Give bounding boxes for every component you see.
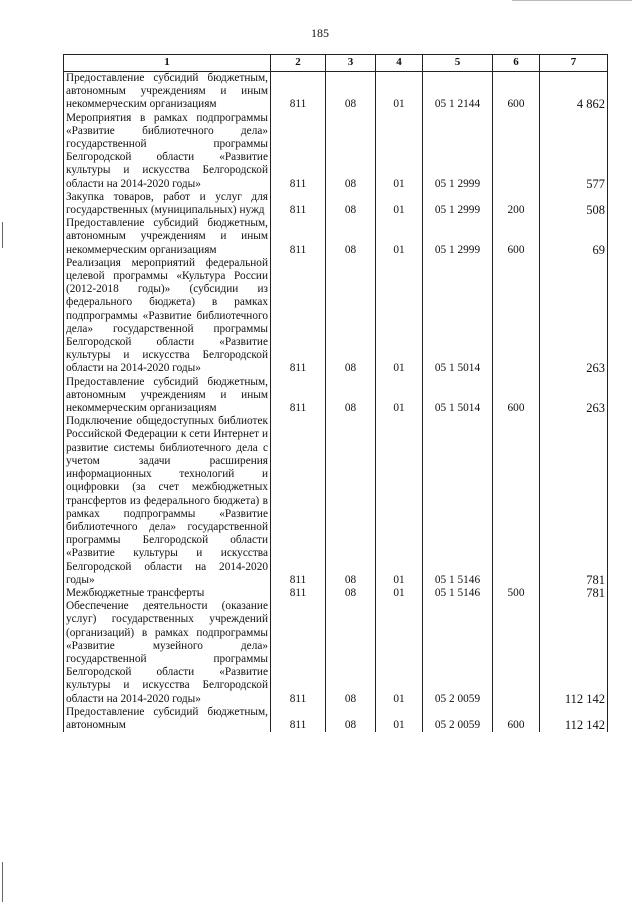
ministry-code: 811 <box>271 587 326 600</box>
subsection-code: 01 <box>376 257 423 376</box>
subsection-code: 01 <box>376 415 423 587</box>
section-code: 08 <box>326 72 376 112</box>
subsection-code: 01 <box>376 217 423 257</box>
ministry-code: 811 <box>271 217 326 257</box>
table-body <box>64 72 608 733</box>
ministry-code: 811 <box>271 191 326 217</box>
scan-margin-mark <box>2 222 3 248</box>
section-code: 08 <box>326 706 376 732</box>
target-article-code: 05 2 0059 <box>423 706 493 732</box>
column-header: 3 <box>326 55 376 72</box>
section-code: 08 <box>326 600 376 706</box>
section-code: 08 <box>326 191 376 217</box>
table-row <box>64 191 608 217</box>
subsection-code: 01 <box>376 706 423 732</box>
target-article-code: 05 1 5146 <box>423 587 493 600</box>
table-row <box>64 706 608 732</box>
page-number: 185 <box>311 26 329 40</box>
ministry-code: 811 <box>271 600 326 706</box>
ministry-code: 811 <box>271 706 326 732</box>
section-code: 08 <box>326 376 376 416</box>
expense-type-code <box>493 600 540 706</box>
expense-type-code: 600 <box>493 706 540 732</box>
subsection-code: 01 <box>376 112 423 191</box>
amount: 508 <box>540 191 608 217</box>
ministry-code: 811 <box>271 257 326 376</box>
section-code: 08 <box>326 587 376 600</box>
expense-name: Предоставление субсидий бюджетным, автономным учреждениям и иным некоммерческим организациям <box>64 376 271 416</box>
column-header: 1 <box>64 55 271 72</box>
target-article-code: 05 1 5146 <box>423 415 493 587</box>
table-row <box>64 600 608 706</box>
expense-name: Реализация мероприятий федеральной целевой программы «Культура России (2012-2018 годы)» (субсидии из федерального бюджета) в рамках подпрограммы «Развитие библиотечного дела» государственной программы Белгородской области «Развитие культуры и искусства Белгородской области на 2014-2020 годы» <box>64 257 271 376</box>
expense-type-code: 500 <box>493 587 540 600</box>
scan-margin-mark <box>2 862 3 902</box>
amount: 577 <box>540 112 608 191</box>
subsection-code: 01 <box>376 191 423 217</box>
table-header <box>64 55 608 72</box>
budget-table <box>63 54 608 732</box>
top-edge-rule <box>512 0 632 3</box>
expense-name: Мероприятия в рамках подпрограммы «Развитие библиотечного дела» государственной программы Белгородской области «Развитие культуры и искусства Белгородской области на 2014-2020 годы» <box>64 112 271 191</box>
table-row <box>64 257 608 376</box>
column-header: 5 <box>423 55 493 72</box>
expense-name: Предоставление субсидий бюджетным, автономным <box>64 706 271 732</box>
expense-type-code <box>493 415 540 587</box>
section-code: 08 <box>326 257 376 376</box>
ministry-code: 811 <box>271 376 326 416</box>
amount: 112 142 <box>540 706 608 732</box>
amount: 112 142 <box>540 600 608 706</box>
target-article-code: 05 1 5014 <box>423 257 493 376</box>
expense-type-code <box>493 112 540 191</box>
amount: 4 862 <box>540 72 608 112</box>
subsection-code: 01 <box>376 376 423 416</box>
target-article-code: 05 1 2999 <box>423 191 493 217</box>
section-code: 08 <box>326 112 376 191</box>
section-code: 08 <box>326 217 376 257</box>
target-article-code: 05 1 2999 <box>423 217 493 257</box>
subsection-code: 01 <box>376 600 423 706</box>
amount: 781 <box>540 415 608 587</box>
column-header: 4 <box>376 55 423 72</box>
target-article-code: 05 2 0059 <box>423 600 493 706</box>
column-header: 2 <box>271 55 326 72</box>
amount: 263 <box>540 257 608 376</box>
amount: 263 <box>540 376 608 416</box>
amount: 781 <box>540 587 608 600</box>
table-row <box>64 72 608 112</box>
expense-name: Подключение общедоступных библиотек Российской Федерации к сети Интернет и развитие системы библиотечного дела с учетом задачи расширения информационных технологий и оцифровки (за счет межбюджетных трансфертов из федерального бюджета) в рамках подпрограммы «Развитие библиотечного дела» государственной программы Белгородской области «Развитие культуры и искусства Белгородской области на 2014-2020 годы» <box>64 415 271 587</box>
target-article-code: 05 1 2999 <box>423 112 493 191</box>
expense-name: Закупка товаров, работ и услуг для государственных (муниципальных) нужд <box>64 191 271 217</box>
expense-type-code: 200 <box>493 191 540 217</box>
table-row <box>64 112 608 191</box>
target-article-code: 05 1 5014 <box>423 376 493 416</box>
column-header: 7 <box>540 55 608 72</box>
subsection-code: 01 <box>376 72 423 112</box>
expense-type-code: 600 <box>493 217 540 257</box>
target-article-code: 05 1 2144 <box>423 72 493 112</box>
expense-type-code <box>493 257 540 376</box>
expense-name: Обеспечение деятельности (оказание услуг) государственных учреждений (организаций) в рамках подпрограммы «Развитие музейного дела» государственной программы Белгородской области «Развитие культуры и искусства Белгородской области на 2014-2020 годы» <box>64 600 271 706</box>
section-code: 08 <box>326 415 376 587</box>
table-row <box>64 376 608 416</box>
ministry-code: 811 <box>271 72 326 112</box>
amount: 69 <box>540 217 608 257</box>
ministry-code: 811 <box>271 415 326 587</box>
expense-type-code: 600 <box>493 72 540 112</box>
table-row <box>64 415 608 587</box>
table-row <box>64 217 608 257</box>
expense-name: Предоставление субсидий бюджетным, автономным учреждениям и иным некоммерческим организациям <box>64 72 271 112</box>
ministry-code: 811 <box>271 112 326 191</box>
expense-name: Предоставление субсидий бюджетным, автономным учреждениям и иным некоммерческим организациям <box>64 217 271 257</box>
expense-name: Межбюджетные трансферты <box>64 587 271 600</box>
table-row <box>64 587 608 600</box>
subsection-code: 01 <box>376 587 423 600</box>
expense-type-code: 600 <box>493 376 540 416</box>
column-header: 6 <box>493 55 540 72</box>
